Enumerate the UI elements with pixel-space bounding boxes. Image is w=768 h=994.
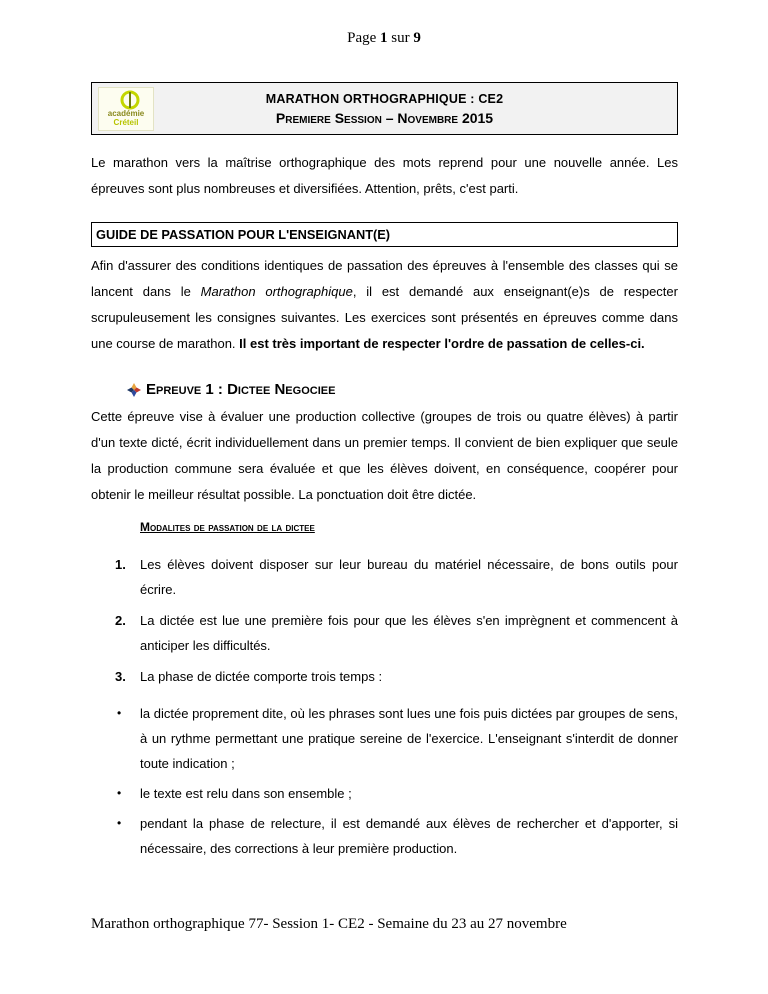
intro-paragraph: Le marathon vers la maîtrise orthographique des mots reprend pour une nouvelle année. Les épreuves sont plus nombreuses et diversifiées. Attention, prêts, c'est parti. [91,155,678,196]
list-number: 2. [115,613,126,628]
page-total: 9 [413,30,421,46]
bullet-list [91,701,678,861]
academie-creteil-logo [98,87,154,131]
guide-text-2: , il est demandé aux enseignant(e)s de respecter scrupuleusement les consignes suivantes. Les exercices sont présentés en épreuves comme dans une course de marathon. [91,284,678,351]
bullet-icon: • [117,706,122,720]
title-line1: MARATHON ORTHOGRAPHIQUE : CE2 [265,91,504,106]
bullet-icon: • [117,816,122,830]
epreuve1-heading-text: Epreuve 1 : Dictee Negociee [146,381,336,398]
list-number: 3. [115,669,126,684]
numbered-list-item-2 [91,608,678,658]
footer-text: Marathon orthographique 77- Session 1- CE2 - Semaine du 23 au 27 novembre [91,916,567,932]
bullet-list-item-3 [91,811,678,861]
list-item-text: pendant la phase de relecture, il est demandé aux élèves de rechercher et d'apporter, si nécessaire, des corrections à leur première production. [140,816,678,856]
guide-heading: GUIDE DE PASSATION POUR L'ENSEIGNANT(E) [96,227,391,242]
modalites-heading: Modalites de passation de la dictee [140,520,315,534]
list-item-text: la dictée proprement dite, où les phrases sont lues une fois puis dictées par groupes de sens, à un rythme permettant une pratique sereine de l'exercice. L'enseignant s'interdit de donner toute indication ; [140,706,678,771]
epreuve1-heading [127,381,678,398]
list-item-text: La dictée est lue une première fois pour que les élèves s'en imprègnent et commencent à anticiper les difficultés. [140,613,678,653]
numbered-list-item-1 [91,552,678,602]
document-title [154,92,615,126]
logo-text-creteil: Créteil [113,117,139,127]
list-item-text: La phase de dictée comporte trois temps : [140,669,383,684]
guide-text-1: Afin d'assurer des conditions identiques de passation des épreuves à l'ensemble des classes qui se lancent dans le [91,258,678,299]
numbered-list [91,552,678,689]
logo-text-academie: académie [107,108,145,118]
epreuve1-paragraph: Cette épreuve vise à évaluer une production collective (groupes de trois ou quatre élèves) à partir d'un texte dicté, écrit individuellement dans un premier temps. Il convient de bien expliquer que seule la production commune sera évaluée et que les élèves doivent, en conséquence, coopérer pour obtenir le meilleur résultat possible. La ponctuation doit être dictée. [91,409,678,502]
page-number: 1 [380,30,388,46]
list-number: 1. [115,557,126,572]
numbered-list-item-3 [91,664,678,689]
bullet-icon: • [117,786,122,800]
guide-heading-box [91,222,678,247]
academie-logo-icon [111,90,141,110]
list-item-text: le texte est relu dans son ensemble ; [140,786,352,801]
guide-text-bold: Il est très important de respecter l'ordre de passation de celles-ci. [239,336,645,351]
page-number-header [0,30,768,47]
page-separator: sur [387,30,414,46]
guide-paragraph [91,253,678,357]
guide-text-italic: Marathon orthographique [200,284,353,299]
page-label: Page [347,30,381,46]
bullet-list-item-1 [91,701,678,776]
bullet-list-item-2 [91,781,678,806]
title-box [91,82,678,135]
title-line2: Premiere Session – Novembre 2015 [275,109,494,126]
pinwheel-icon [127,383,141,397]
list-item-text: Les élèves doivent disposer sur leur bureau du matériel nécessaire, de bons outils pour écrire. [140,557,678,597]
document-body [91,150,678,866]
